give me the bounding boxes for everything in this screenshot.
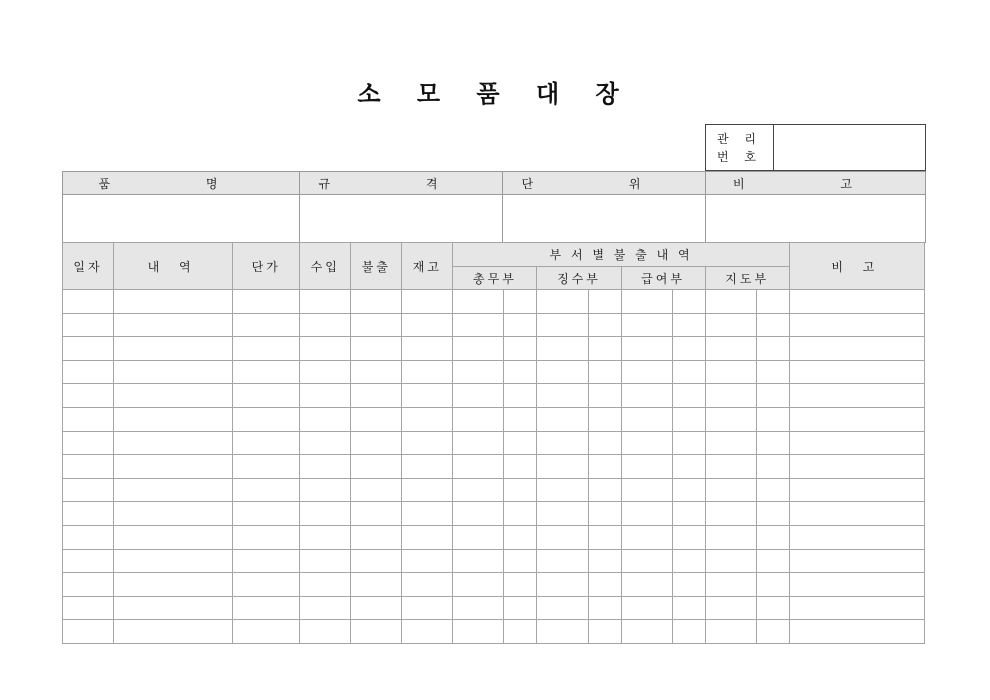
unit-price-cell[interactable] bbox=[233, 431, 300, 455]
income-cell[interactable] bbox=[300, 549, 351, 573]
remarks-cell[interactable] bbox=[789, 525, 924, 549]
outgo-cell[interactable] bbox=[351, 596, 402, 620]
stock-cell[interactable] bbox=[402, 549, 453, 573]
stock-cell[interactable] bbox=[402, 313, 453, 337]
dept-collection-cell[interactable] bbox=[537, 360, 588, 384]
table-row bbox=[63, 573, 925, 597]
outgo-cell[interactable] bbox=[351, 620, 402, 644]
outgo-cell[interactable] bbox=[351, 337, 402, 361]
table-row bbox=[63, 525, 925, 549]
income-header: 수입 bbox=[300, 243, 351, 290]
date-cell[interactable] bbox=[63, 455, 114, 479]
dept-general-affairs-cell[interactable] bbox=[453, 596, 504, 620]
unit-price-cell[interactable] bbox=[233, 455, 300, 479]
dept-payroll-cell[interactable] bbox=[621, 360, 672, 384]
dept-general-affairs-sub-cell[interactable] bbox=[504, 384, 537, 408]
dept-payroll-cell[interactable] bbox=[621, 596, 672, 620]
unit-price-cell[interactable] bbox=[233, 502, 300, 526]
page-title: 소 모 품 대 장 bbox=[357, 80, 633, 108]
dept-collection-sub-cell[interactable] bbox=[588, 502, 621, 526]
description-cell[interactable] bbox=[114, 502, 233, 526]
dept-guidance-sub-cell[interactable] bbox=[756, 596, 789, 620]
dept-payroll-sub-cell[interactable] bbox=[672, 360, 705, 384]
dept-collection-cell[interactable] bbox=[537, 384, 588, 408]
description-cell[interactable] bbox=[114, 313, 233, 337]
remarks-cell[interactable] bbox=[789, 620, 924, 644]
dept-payroll-sub-cell[interactable] bbox=[672, 502, 705, 526]
dept-general-affairs-sub-cell[interactable] bbox=[504, 549, 537, 573]
outgo-cell[interactable] bbox=[351, 431, 402, 455]
dept-collection-cell[interactable] bbox=[537, 431, 588, 455]
description-cell[interactable] bbox=[114, 549, 233, 573]
outgo-cell[interactable] bbox=[351, 549, 402, 573]
income-cell[interactable] bbox=[300, 455, 351, 479]
unit-price-cell[interactable] bbox=[233, 313, 300, 337]
date-cell[interactable] bbox=[63, 620, 114, 644]
dept-payroll-sub-cell[interactable] bbox=[672, 478, 705, 502]
stock-header: 재고 bbox=[402, 243, 453, 290]
table-row bbox=[63, 360, 925, 384]
unit-price-cell[interactable] bbox=[233, 620, 300, 644]
income-cell[interactable] bbox=[300, 360, 351, 384]
dept-general-affairs-cell[interactable] bbox=[453, 431, 504, 455]
dept-guidance-sub-cell[interactable] bbox=[756, 620, 789, 644]
dept-payroll-sub-cell[interactable] bbox=[672, 573, 705, 597]
dept-general-affairs-cell[interactable] bbox=[453, 360, 504, 384]
dept-guidance-cell[interactable] bbox=[705, 360, 756, 384]
dept-payroll-cell[interactable] bbox=[621, 455, 672, 479]
dept-payroll-sub-cell[interactable] bbox=[672, 525, 705, 549]
dept-payroll-cell[interactable] bbox=[621, 407, 672, 431]
dept-general-affairs-cell[interactable] bbox=[453, 290, 504, 314]
dept-payroll-sub-cell[interactable] bbox=[672, 455, 705, 479]
date-cell[interactable] bbox=[63, 313, 114, 337]
description-cell[interactable] bbox=[114, 525, 233, 549]
remarks-cell[interactable] bbox=[789, 290, 924, 314]
dept-guidance-cell[interactable] bbox=[705, 596, 756, 620]
income-cell[interactable] bbox=[300, 620, 351, 644]
unit-price-cell[interactable] bbox=[233, 573, 300, 597]
stock-cell[interactable] bbox=[402, 525, 453, 549]
outgo-cell[interactable] bbox=[351, 478, 402, 502]
unit-price-cell[interactable] bbox=[233, 407, 300, 431]
item-name-field[interactable] bbox=[63, 195, 300, 243]
outgo-cell[interactable] bbox=[351, 525, 402, 549]
remarks-cell[interactable] bbox=[789, 337, 924, 361]
dept-payroll-cell[interactable] bbox=[621, 549, 672, 573]
outgo-cell[interactable] bbox=[351, 502, 402, 526]
unit-price-header: 단가 bbox=[233, 243, 300, 290]
dept-guidance-cell[interactable] bbox=[705, 431, 756, 455]
dept-payroll-sub-cell[interactable] bbox=[672, 431, 705, 455]
dept-collection-sub-cell[interactable] bbox=[588, 313, 621, 337]
dept-guidance-sub-cell[interactable] bbox=[756, 384, 789, 408]
dept-general-affairs-cell[interactable] bbox=[453, 573, 504, 597]
dept-collection-sub-cell[interactable] bbox=[588, 360, 621, 384]
dept-guidance-sub-cell[interactable] bbox=[756, 313, 789, 337]
remarks-cell[interactable] bbox=[789, 384, 924, 408]
description-cell[interactable] bbox=[114, 407, 233, 431]
dept-guidance-cell[interactable] bbox=[705, 620, 756, 644]
table-row bbox=[63, 431, 925, 455]
date-header: 일자 bbox=[63, 243, 114, 290]
dept-general-affairs-sub-cell[interactable] bbox=[504, 525, 537, 549]
dept-collection-cell[interactable] bbox=[537, 478, 588, 502]
dept-collection-sub-cell[interactable] bbox=[588, 431, 621, 455]
ledger-rows bbox=[63, 290, 925, 644]
dept-payroll-sub-cell[interactable] bbox=[672, 549, 705, 573]
dept-guidance-header: 지도부 bbox=[705, 267, 789, 290]
date-cell[interactable] bbox=[63, 502, 114, 526]
dept-guidance-sub-cell[interactable] bbox=[756, 478, 789, 502]
dept-guidance-cell[interactable] bbox=[705, 549, 756, 573]
description-cell[interactable] bbox=[114, 596, 233, 620]
dept-collection-cell[interactable] bbox=[537, 455, 588, 479]
dept-collection-sub-cell[interactable] bbox=[588, 384, 621, 408]
dept-guidance-sub-cell[interactable] bbox=[756, 360, 789, 384]
ledger-table bbox=[62, 242, 925, 644]
date-cell[interactable] bbox=[63, 549, 114, 573]
dept-payroll-cell[interactable] bbox=[621, 337, 672, 361]
dept-payroll-cell[interactable] bbox=[621, 313, 672, 337]
income-cell[interactable] bbox=[300, 384, 351, 408]
table-row bbox=[63, 549, 925, 573]
stock-cell[interactable] bbox=[402, 290, 453, 314]
table-row bbox=[63, 478, 925, 502]
income-cell[interactable] bbox=[300, 502, 351, 526]
dept-guidance-sub-cell[interactable] bbox=[756, 502, 789, 526]
income-cell[interactable] bbox=[300, 337, 351, 361]
remarks-cell[interactable] bbox=[789, 313, 924, 337]
outgo-header: 불출 bbox=[351, 243, 402, 290]
dept-payroll-cell[interactable] bbox=[621, 502, 672, 526]
dept-general-affairs-sub-cell[interactable] bbox=[504, 431, 537, 455]
dept-guidance-cell[interactable] bbox=[705, 573, 756, 597]
dept-general-affairs-cell[interactable] bbox=[453, 620, 504, 644]
description-cell[interactable] bbox=[114, 455, 233, 479]
unit-price-cell[interactable] bbox=[233, 525, 300, 549]
table-row bbox=[63, 313, 925, 337]
stock-cell[interactable] bbox=[402, 573, 453, 597]
unit-price-cell[interactable] bbox=[233, 290, 300, 314]
dept-general-affairs-sub-cell[interactable] bbox=[504, 455, 537, 479]
stock-cell[interactable] bbox=[402, 431, 453, 455]
dept-collection-header: 징수부 bbox=[537, 267, 621, 290]
description-cell[interactable] bbox=[114, 337, 233, 361]
stock-cell[interactable] bbox=[402, 596, 453, 620]
table-row bbox=[63, 455, 925, 479]
stock-cell[interactable] bbox=[402, 502, 453, 526]
management-number-field[interactable] bbox=[774, 125, 926, 171]
dept-collection-cell[interactable] bbox=[537, 525, 588, 549]
date-cell[interactable] bbox=[63, 573, 114, 597]
dept-general-affairs-sub-cell[interactable] bbox=[504, 573, 537, 597]
dept-payroll-cell[interactable] bbox=[621, 620, 672, 644]
income-cell[interactable] bbox=[300, 596, 351, 620]
unit-price-cell[interactable] bbox=[233, 360, 300, 384]
table-row bbox=[63, 502, 925, 526]
management-label-line1: 관 리 bbox=[717, 131, 762, 146]
dept-collection-cell[interactable] bbox=[537, 290, 588, 314]
remarks-cell[interactable] bbox=[789, 596, 924, 620]
dept-general-affairs-cell[interactable] bbox=[453, 337, 504, 361]
dept-payroll-cell[interactable] bbox=[621, 290, 672, 314]
outgo-cell[interactable] bbox=[351, 455, 402, 479]
date-cell[interactable] bbox=[63, 290, 114, 314]
unit-header: 단 위 bbox=[503, 172, 706, 195]
dept-guidance-sub-cell[interactable] bbox=[756, 525, 789, 549]
dept-collection-sub-cell[interactable] bbox=[588, 549, 621, 573]
stock-cell[interactable] bbox=[402, 384, 453, 408]
date-cell[interactable] bbox=[63, 431, 114, 455]
date-cell[interactable] bbox=[63, 360, 114, 384]
dept-payroll-sub-cell[interactable] bbox=[672, 337, 705, 361]
remarks-cell[interactable] bbox=[789, 573, 924, 597]
date-cell[interactable] bbox=[63, 337, 114, 361]
outgo-cell[interactable] bbox=[351, 360, 402, 384]
dept-collection-sub-cell[interactable] bbox=[588, 478, 621, 502]
dept-guidance-cell[interactable] bbox=[705, 337, 756, 361]
dept-payroll-sub-cell[interactable] bbox=[672, 596, 705, 620]
table-row bbox=[63, 290, 925, 314]
stock-cell[interactable] bbox=[402, 407, 453, 431]
outgo-cell[interactable] bbox=[351, 313, 402, 337]
income-cell[interactable] bbox=[300, 525, 351, 549]
item-info-table bbox=[62, 171, 926, 243]
table-row bbox=[63, 384, 925, 408]
dept-collection-cell[interactable] bbox=[537, 596, 588, 620]
dept-general-affairs-sub-cell[interactable] bbox=[504, 290, 537, 314]
income-cell[interactable] bbox=[300, 431, 351, 455]
dept-guidance-cell[interactable] bbox=[705, 384, 756, 408]
dept-collection-sub-cell[interactable] bbox=[588, 290, 621, 314]
unit-price-cell[interactable] bbox=[233, 384, 300, 408]
dept-general-affairs-sub-cell[interactable] bbox=[504, 478, 537, 502]
stock-cell[interactable] bbox=[402, 620, 453, 644]
dept-payroll-sub-cell[interactable] bbox=[672, 313, 705, 337]
dept-payroll-sub-cell[interactable] bbox=[672, 384, 705, 408]
dept-payroll-cell[interactable] bbox=[621, 573, 672, 597]
description-cell[interactable] bbox=[114, 431, 233, 455]
table-row bbox=[63, 407, 925, 431]
remarks-cell[interactable] bbox=[789, 431, 924, 455]
dept-payroll-sub-cell[interactable] bbox=[672, 620, 705, 644]
dept-payroll-cell[interactable] bbox=[621, 478, 672, 502]
description-header: 내 역 bbox=[114, 243, 233, 290]
dept-general-affairs-cell[interactable] bbox=[453, 502, 504, 526]
dept-general-affairs-cell[interactable] bbox=[453, 478, 504, 502]
stock-cell[interactable] bbox=[402, 360, 453, 384]
dept-collection-sub-cell[interactable] bbox=[588, 455, 621, 479]
stock-cell[interactable] bbox=[402, 337, 453, 361]
income-cell[interactable] bbox=[300, 313, 351, 337]
management-label-line2: 번 호 bbox=[717, 149, 762, 164]
dept-guidance-cell[interactable] bbox=[705, 502, 756, 526]
outgo-cell[interactable] bbox=[351, 573, 402, 597]
table-row bbox=[63, 337, 925, 361]
item-name-header: 품 명 bbox=[63, 172, 300, 195]
outgo-cell[interactable] bbox=[351, 407, 402, 431]
management-number-label bbox=[706, 125, 774, 171]
income-cell[interactable] bbox=[300, 407, 351, 431]
dept-collection-sub-cell[interactable] bbox=[588, 596, 621, 620]
spec-header: 규 격 bbox=[300, 172, 503, 195]
dept-guidance-sub-cell[interactable] bbox=[756, 407, 789, 431]
income-cell[interactable] bbox=[300, 290, 351, 314]
table-row bbox=[63, 596, 925, 620]
dept-collection-cell[interactable] bbox=[537, 620, 588, 644]
dept-payroll-header: 급여부 bbox=[621, 267, 705, 290]
dept-payroll-sub-cell[interactable] bbox=[672, 407, 705, 431]
income-cell[interactable] bbox=[300, 573, 351, 597]
dept-guidance-cell[interactable] bbox=[705, 478, 756, 502]
date-cell[interactable] bbox=[63, 384, 114, 408]
dept-guidance-sub-cell[interactable] bbox=[756, 431, 789, 455]
dept-guidance-cell[interactable] bbox=[705, 290, 756, 314]
dept-payroll-sub-cell[interactable] bbox=[672, 290, 705, 314]
remarks-cell[interactable] bbox=[789, 502, 924, 526]
remarks-cell[interactable] bbox=[789, 478, 924, 502]
dept-collection-cell[interactable] bbox=[537, 313, 588, 337]
dept-general-affairs-sub-cell[interactable] bbox=[504, 502, 537, 526]
date-cell[interactable] bbox=[63, 478, 114, 502]
dept-guidance-sub-cell[interactable] bbox=[756, 573, 789, 597]
description-cell[interactable] bbox=[114, 384, 233, 408]
dept-general-affairs-sub-cell[interactable] bbox=[504, 596, 537, 620]
description-cell[interactable] bbox=[114, 573, 233, 597]
date-cell[interactable] bbox=[63, 596, 114, 620]
table-row bbox=[63, 620, 925, 644]
income-cell[interactable] bbox=[300, 478, 351, 502]
management-number-box bbox=[705, 124, 926, 171]
remarks-cell[interactable] bbox=[789, 407, 924, 431]
dept-payroll-cell[interactable] bbox=[621, 384, 672, 408]
dept-collection-sub-cell[interactable] bbox=[588, 573, 621, 597]
dept-payroll-cell[interactable] bbox=[621, 525, 672, 549]
remarks-cell[interactable] bbox=[789, 360, 924, 384]
dept-general-affairs-cell[interactable] bbox=[453, 313, 504, 337]
stock-cell[interactable] bbox=[402, 455, 453, 479]
dept-collection-cell[interactable] bbox=[537, 407, 588, 431]
stock-cell[interactable] bbox=[402, 478, 453, 502]
dept-guidance-sub-cell[interactable] bbox=[756, 455, 789, 479]
dept-guidance-cell[interactable] bbox=[705, 313, 756, 337]
dept-general-affairs-sub-cell[interactable] bbox=[504, 407, 537, 431]
description-cell[interactable] bbox=[114, 620, 233, 644]
dept-general-affairs-cell[interactable] bbox=[453, 525, 504, 549]
dept-collection-sub-cell[interactable] bbox=[588, 620, 621, 644]
info-remarks-header: 비 고 bbox=[706, 172, 926, 195]
dept-collection-cell[interactable] bbox=[537, 337, 588, 361]
dept-collection-sub-cell[interactable] bbox=[588, 525, 621, 549]
dept-collection-sub-cell[interactable] bbox=[588, 407, 621, 431]
dept-collection-cell[interactable] bbox=[537, 573, 588, 597]
dept-general-affairs-sub-cell[interactable] bbox=[504, 313, 537, 337]
remarks-cell[interactable] bbox=[789, 455, 924, 479]
description-cell[interactable] bbox=[114, 290, 233, 314]
dept-guidance-sub-cell[interactable] bbox=[756, 290, 789, 314]
spec-field[interactable] bbox=[300, 195, 503, 243]
dept-collection-sub-cell[interactable] bbox=[588, 337, 621, 361]
dept-guidance-cell[interactable] bbox=[705, 525, 756, 549]
description-cell[interactable] bbox=[114, 360, 233, 384]
unit-price-cell[interactable] bbox=[233, 549, 300, 573]
date-cell[interactable] bbox=[63, 525, 114, 549]
dept-general-affairs-sub-cell[interactable] bbox=[504, 620, 537, 644]
dept-general-affairs-cell[interactable] bbox=[453, 407, 504, 431]
outgo-cell[interactable] bbox=[351, 384, 402, 408]
unit-price-cell[interactable] bbox=[233, 596, 300, 620]
dept-general-affairs-cell[interactable] bbox=[453, 455, 504, 479]
dept-collection-cell[interactable] bbox=[537, 502, 588, 526]
outgo-cell[interactable] bbox=[351, 290, 402, 314]
description-cell[interactable] bbox=[114, 478, 233, 502]
unit-price-cell[interactable] bbox=[233, 337, 300, 361]
dept-general-affairs-sub-cell[interactable] bbox=[504, 360, 537, 384]
dept-general-affairs-header: 총무부 bbox=[453, 267, 537, 290]
dept-guidance-sub-cell[interactable] bbox=[756, 549, 789, 573]
ledger-remarks-header: 비 고 bbox=[789, 243, 924, 290]
dept-payroll-cell[interactable] bbox=[621, 431, 672, 455]
dept-guidance-cell[interactable] bbox=[705, 407, 756, 431]
unit-price-cell[interactable] bbox=[233, 478, 300, 502]
dept-general-affairs-sub-cell[interactable] bbox=[504, 337, 537, 361]
dept-general-affairs-cell[interactable] bbox=[453, 384, 504, 408]
info-remarks-field[interactable] bbox=[706, 195, 926, 243]
dept-guidance-sub-cell[interactable] bbox=[756, 337, 789, 361]
dept-collection-cell[interactable] bbox=[537, 549, 588, 573]
dept-guidance-cell[interactable] bbox=[705, 455, 756, 479]
remarks-cell[interactable] bbox=[789, 549, 924, 573]
unit-field[interactable] bbox=[503, 195, 706, 243]
dept-distribution-header: 부 서 별 불 출 내 역 bbox=[453, 243, 789, 267]
date-cell[interactable] bbox=[63, 407, 114, 431]
dept-general-affairs-cell[interactable] bbox=[453, 549, 504, 573]
